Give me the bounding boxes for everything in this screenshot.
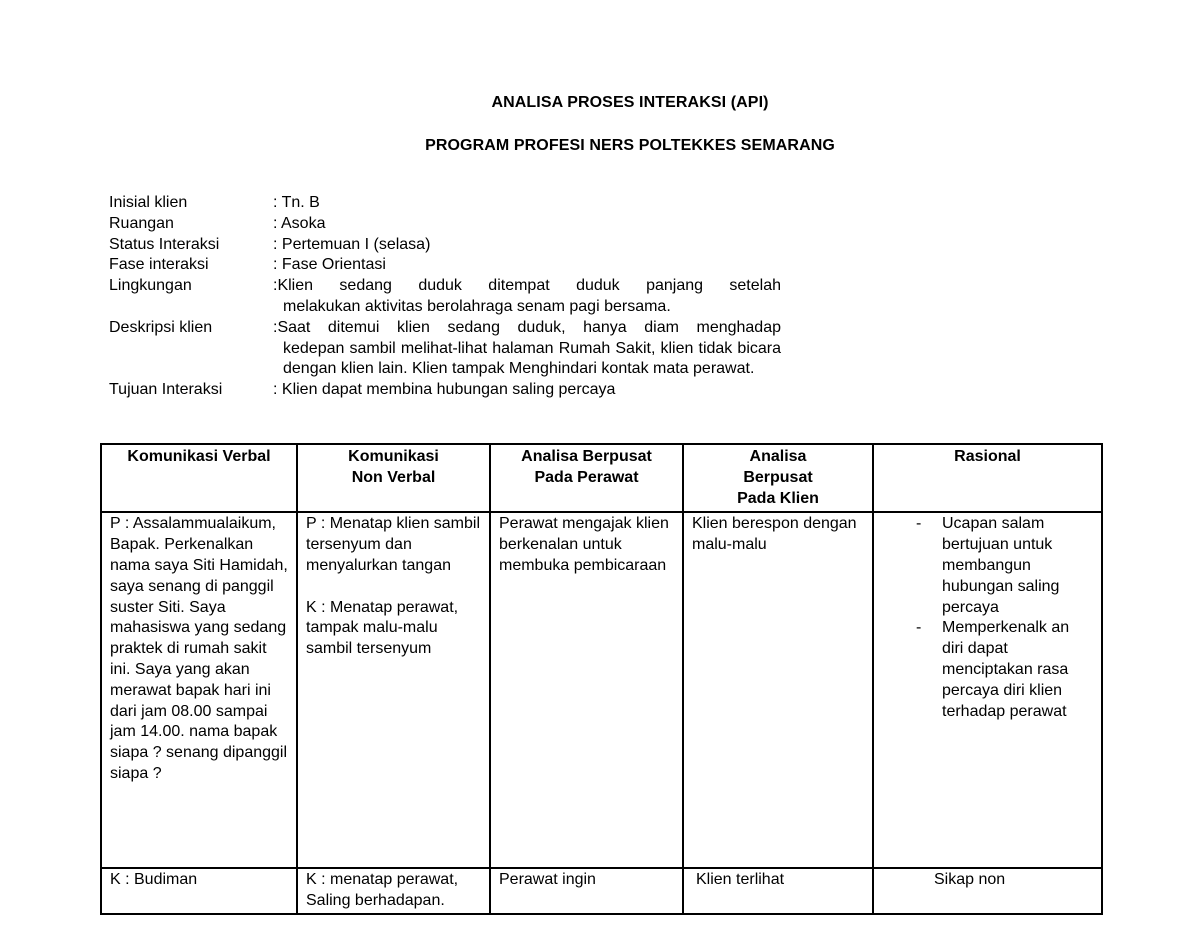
- info-row-phase: [109, 255, 789, 276]
- info-value-block: [273, 318, 781, 380]
- info-row-description: [109, 318, 789, 380]
- list-item: - Memperkenalk an diri dapat menciptakan rasa percaya diri klien terhadap perawat: [916, 618, 1093, 722]
- nonverbal-nurse: P : Menatap klien sambil tersenyum dan menyalurkan tangan: [306, 515, 481, 574]
- column-header: Komunikasi Verbal: [101, 444, 297, 512]
- column-header: Analisa Berpusat Pada Klien: [683, 444, 873, 512]
- info-value: : Pertemuan I (selasa): [273, 235, 431, 253]
- interaction-table: [100, 443, 1103, 915]
- info-label: Deskripsi klien: [109, 318, 213, 336]
- rationale-cell: Sikap non: [873, 868, 1102, 914]
- list-item: - Ucapan salam bertujuan untuk membangun hubungan saling percaya: [916, 514, 1093, 618]
- nurse-analysis-cell: Perawat ingin: [490, 868, 683, 914]
- info-value: :Saat ditemui klien sedang duduk, hanya diam menghadap: [273, 318, 781, 336]
- verbal-cell: K : Budiman: [101, 868, 297, 914]
- info-value: : Asoka: [273, 214, 326, 232]
- info-row-room: [109, 214, 789, 235]
- rationale-list: [882, 514, 1093, 722]
- table-row: [101, 868, 1102, 914]
- table-header-row: [101, 444, 1102, 512]
- column-header: Analisa Berpusat Pada Perawat: [490, 444, 683, 512]
- client-info: [109, 193, 789, 401]
- info-row-goal: [109, 380, 789, 401]
- info-value-continued: melakukan aktivitas berolahraga senam pagi bersama.: [283, 297, 671, 315]
- rationale-cell: [873, 512, 1102, 868]
- info-label: Ruangan: [109, 214, 174, 232]
- document-title: ANALISA PROSES INTERAKSI (API): [491, 94, 769, 111]
- client-analysis-cell: Klien berespon dengan malu-malu: [683, 512, 873, 868]
- info-value: : Fase Orientasi: [273, 256, 386, 274]
- column-header: Komunikasi Non Verbal: [297, 444, 490, 512]
- nonverbal-client: K : Menatap perawat, tampak malu-malu sambil tersenyum: [306, 598, 459, 658]
- nurse-analysis-cell: Perawat mengajak klien berkenalan untuk membuka pembicaraan: [490, 512, 683, 868]
- verbal-cell: P : Assalammualaikum, Bapak. Perkenalkan nama saya Siti Hamidah, saya senang di panggil suster Siti. Saya mahasiswa yang sedang praktek di rumah sakit ini. Saya yang akan merawat bapak hari ini dari jam 08.00 sampai jam 14.00. nama bapak siapa ? senang dipanggil siapa ?: [101, 512, 297, 868]
- info-row-status: [109, 235, 789, 256]
- info-value: :Klien sedang duduk ditempat duduk panjang setelah: [273, 277, 781, 295]
- client-analysis-cell: Klien terlihat: [683, 868, 873, 914]
- info-label: Inisial klien: [109, 194, 188, 211]
- nonverbal-cell: [297, 512, 490, 868]
- info-label: Tujuan Interaksi: [109, 381, 223, 399]
- nonverbal-cell: K : menatap perawat, Saling berhadapan.: [297, 868, 490, 914]
- info-value-continued: kedepan sambil melihat-lihat halaman Rumah Sakit, klien tidak bicara dengan klien lain. Klien tampak Menghindari kontak mata perawat.: [283, 339, 781, 378]
- table-row: [101, 512, 1102, 868]
- info-row-environment: [109, 276, 789, 318]
- info-value: : Tn. B: [273, 194, 320, 211]
- info-label: Lingkungan: [109, 277, 192, 295]
- info-value: : Klien dapat membina hubungan saling percaya: [273, 381, 616, 399]
- info-value-block: [273, 276, 781, 318]
- document-subtitle: PROGRAM PROFESI NERS POLTEKKES SEMARANG: [425, 137, 835, 154]
- column-header: Rasional: [873, 444, 1102, 512]
- info-label: Fase interaksi: [109, 256, 209, 274]
- info-label: Status Interaksi: [109, 235, 220, 253]
- info-row-initial: [109, 193, 789, 214]
